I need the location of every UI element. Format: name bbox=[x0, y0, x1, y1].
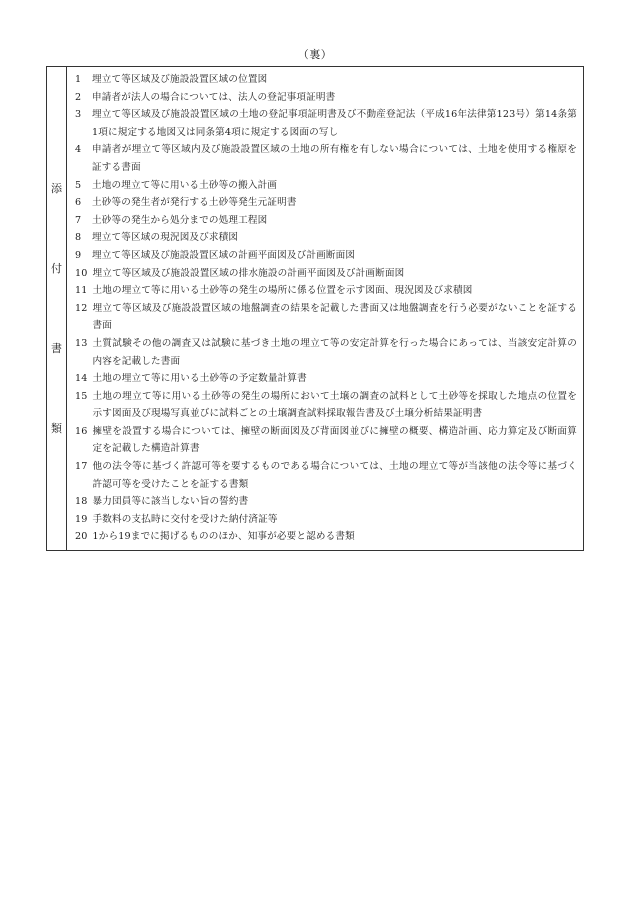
item-text: 手数料の支払時に交付を受けた納付済証等 bbox=[92, 513, 278, 525]
list-item bbox=[72, 265, 577, 283]
item-text: 土砂等の発生から処分までの処理工程図 bbox=[92, 214, 268, 226]
item-number: 2 bbox=[75, 91, 82, 103]
item-number: 16 bbox=[75, 425, 88, 437]
list-item bbox=[72, 458, 577, 493]
item-text: 1から19までに掲げるもののほか、知事が必要と認める書類 bbox=[92, 531, 355, 543]
item-number: 11 bbox=[75, 285, 88, 297]
item-number: 17 bbox=[75, 461, 88, 473]
list-item bbox=[72, 370, 577, 388]
list-item bbox=[72, 71, 577, 89]
attachments-side-label bbox=[47, 67, 67, 550]
item-number: 18 bbox=[75, 496, 88, 508]
list-item bbox=[72, 141, 577, 176]
item-text: 土地の埋立て等に用いる土砂等の発生の場所に係る位置を示す図面、現況図及び求積図 bbox=[92, 285, 473, 297]
item-number: 6 bbox=[75, 197, 82, 209]
item-number: 3 bbox=[75, 109, 82, 121]
item-number: 8 bbox=[75, 232, 82, 244]
list-item bbox=[72, 528, 577, 546]
list-item bbox=[72, 106, 577, 141]
list-item bbox=[72, 511, 577, 529]
list-item bbox=[72, 423, 577, 458]
list-item bbox=[72, 300, 577, 335]
item-text: 土地の埋立て等に用いる土砂等の予定数量計算書 bbox=[92, 373, 307, 385]
list-item bbox=[72, 247, 577, 265]
side-label-char: 付 bbox=[51, 261, 62, 275]
item-number: 7 bbox=[75, 214, 82, 226]
item-text: 暴力団員等に該当しない旨の誓約書 bbox=[92, 496, 249, 508]
item-number: 13 bbox=[75, 337, 88, 349]
item-number: 12 bbox=[75, 302, 88, 314]
item-number: 10 bbox=[75, 267, 88, 279]
attachments-list bbox=[67, 67, 583, 550]
list-item bbox=[72, 335, 577, 370]
item-text: 埋立て等区域及び施設設置区域の計画平面図及び計画断面図 bbox=[92, 249, 356, 261]
item-number: 4 bbox=[75, 144, 82, 156]
item-text: 土地の埋立て等に用いる土砂等の発生の場所において土壌の調査の試料として土砂等を採取した地点の位置を示す図面及び現場写真並びに試料ごとの土壌調査試料採取報告書及び土壌分析結果証明書 bbox=[92, 390, 577, 420]
side-label-char: 書 bbox=[51, 341, 62, 355]
item-number: 15 bbox=[75, 390, 88, 402]
item-text: 埋立て等区域及び施設設置区域の位置図 bbox=[92, 74, 268, 85]
item-text: 申請者が法人の場合については、法人の登記事項証明書 bbox=[92, 91, 336, 103]
page-heading: （裏） bbox=[297, 48, 333, 61]
list-item bbox=[72, 212, 577, 230]
list-item bbox=[72, 388, 577, 423]
item-text: 埋立て等区域及び施設設置区域の土地の登記事項証明書及び不動産登記法（平成16年法律第123号）第14条第1項に規定する地図又は同条第4項に規定する図面の写し bbox=[92, 109, 577, 138]
side-label-char: 添 bbox=[51, 181, 62, 195]
item-number: 9 bbox=[75, 249, 82, 261]
item-number: 5 bbox=[75, 179, 82, 191]
attachments-table bbox=[46, 66, 584, 551]
list-item bbox=[72, 282, 577, 300]
item-text: 埋立て等区域の現況図及び求積図 bbox=[92, 232, 239, 244]
item-text: 埋立て等区域及び施設設置区域の地盤調査の結果を記載した書面又は地盤調査を行う必要がないことを証する書面 bbox=[92, 302, 577, 332]
item-text: 擁壁を設置する場合については、擁壁の断面図及び背面図並びに擁壁の概要、構造計画、応力算定及び断面算定を記載した構造計算書 bbox=[92, 425, 577, 455]
item-text: 土砂等の発生者が発行する土砂等発生元証明書 bbox=[92, 197, 297, 209]
item-text: 土地の埋立て等に用いる土砂等の搬入計画 bbox=[92, 179, 278, 191]
item-text: 他の法令等に基づく許認可等を要するものである場合については、土地の埋立て等が当該他の法令等に基づく許認可等を受けたことを証する書類 bbox=[92, 461, 577, 490]
item-text: 埋立て等区域及び施設設置区域の排水施設の計画平面図及び計画断面図 bbox=[92, 267, 405, 279]
item-number: 1 bbox=[75, 74, 82, 85]
list-item bbox=[72, 493, 577, 511]
item-number: 19 bbox=[75, 513, 88, 525]
list-item bbox=[72, 89, 577, 107]
list-item bbox=[72, 177, 577, 195]
item-text: 申請者が埋立て等区域内及び施設設置区域の土地の所有権を有しない場合については、土地を使用する権原を証する書面 bbox=[92, 144, 577, 173]
side-label-char: 類 bbox=[51, 421, 62, 435]
item-text: 土質試験その他の調査又は試験に基づき土地の埋立て等の安定計算を行った場合にあっては、当該安定計算の内容を記載した書面 bbox=[92, 337, 577, 367]
list-item bbox=[72, 194, 577, 212]
item-number: 14 bbox=[75, 373, 88, 385]
list-item bbox=[72, 229, 577, 247]
item-number: 20 bbox=[75, 531, 88, 543]
